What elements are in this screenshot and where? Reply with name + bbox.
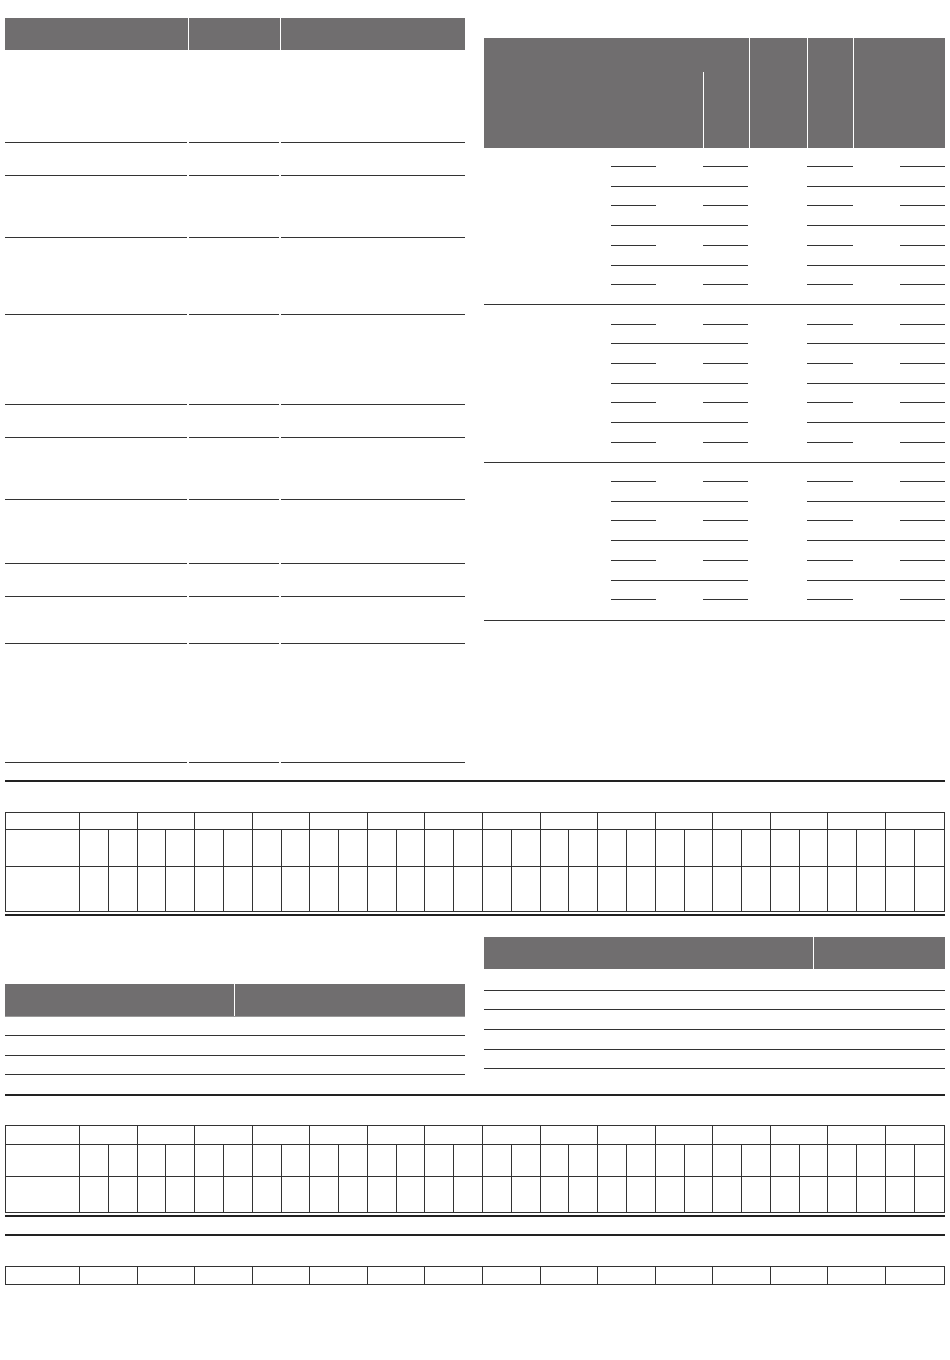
- right-bottom-header: [484, 937, 945, 969]
- section-divider: [5, 780, 945, 782]
- section-divider: [5, 1234, 945, 1236]
- section-divider: [5, 1094, 945, 1096]
- header-divider: [703, 72, 704, 148]
- left-bottom-header: [5, 984, 465, 1016]
- header-divider: [188, 18, 189, 50]
- section-divider: [5, 914, 945, 916]
- section-divider: [5, 1215, 945, 1217]
- right-top-header: [484, 38, 945, 148]
- header-divider: [813, 937, 814, 969]
- header-divider: [807, 38, 808, 148]
- header-divider: [280, 18, 281, 50]
- header-divider: [234, 984, 235, 1016]
- header-divider: [749, 38, 750, 148]
- header-divider: [853, 38, 854, 148]
- left-top-header: [5, 18, 465, 50]
